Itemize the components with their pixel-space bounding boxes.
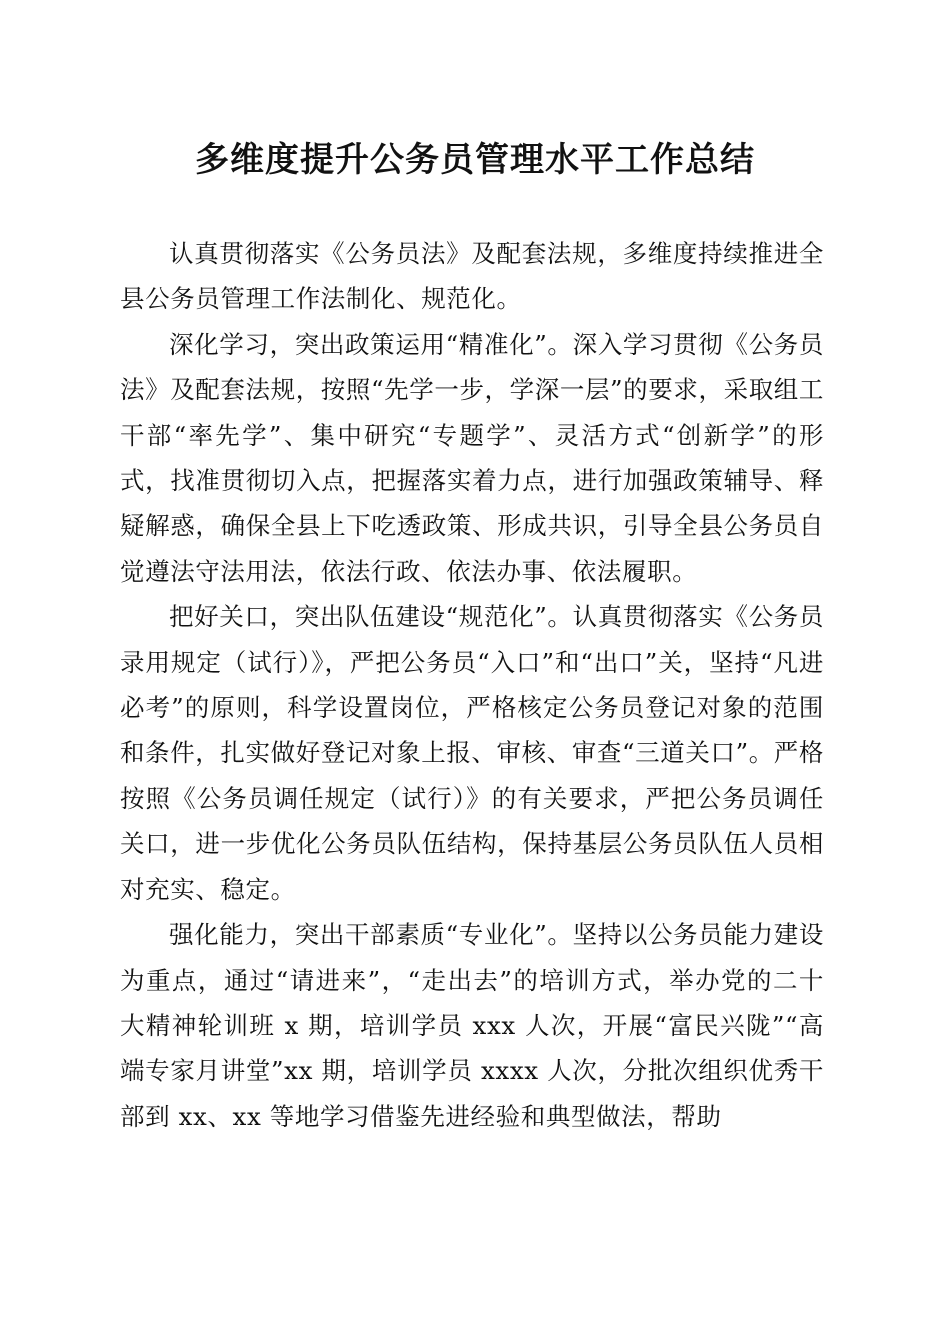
paragraph-intro: 认真贯彻落实《公务员法》及配套法规，多维度持续推进全县公务员管理工作法制化、规范化。	[120, 239, 824, 314]
paragraph-checkpoint: 把好关口，突出队伍建设“规范化”。认真贯彻落实《公务员录用规定（试行）》，严把公务员“入口”和“出口”关，坚持“凡进必考”的原则，科学设置岗位，严格核定公务员登记对象的范围和条件，扎实做好登记对象上报、审核、审查“三道关口”。严格按照《公务员调任规定（试行）》的有关要求，严把公务员调任关口，进一步优化公务员队伍结构，保持基层公务员队伍人员相对充实、稳定。	[120, 602, 824, 904]
document-body	[120, 231, 824, 1139]
document-title: 多维度提升公务员管理水平工作总结	[195, 140, 755, 180]
paragraph-study: 深化学习，突出政策运用“精准化”。深入学习贯彻《公务员法》及配套法规，按照“先学一步，学深一层”的要求，采取组工干部“率先学”、集中研究“专题学”、灵活方式“创新学”的形式，找准贯彻切入点，把握落实着力点，进行加强政策辅导、释疑解惑，确保全县上下吃透政策、形成共识，引导全县公务员自觉遵法守法用法，依法行政、依法办事、依法履职。	[120, 329, 824, 586]
paragraph-capability: 强化能力，突出干部素质“专业化”。坚持以公务员能力建设为重点，通过“请进来”，“走出去”的培训方式，举办党的二十大精神轮训班 x 期，培训学员 xxx 人次，开展“富民兴陇”“高端专家月讲堂”xx 期，培训学员 xxxx 人次，分批次组织优秀干部到 xx、xx 等地学习借鉴先进经验和典型做法，帮助	[120, 920, 824, 1131]
